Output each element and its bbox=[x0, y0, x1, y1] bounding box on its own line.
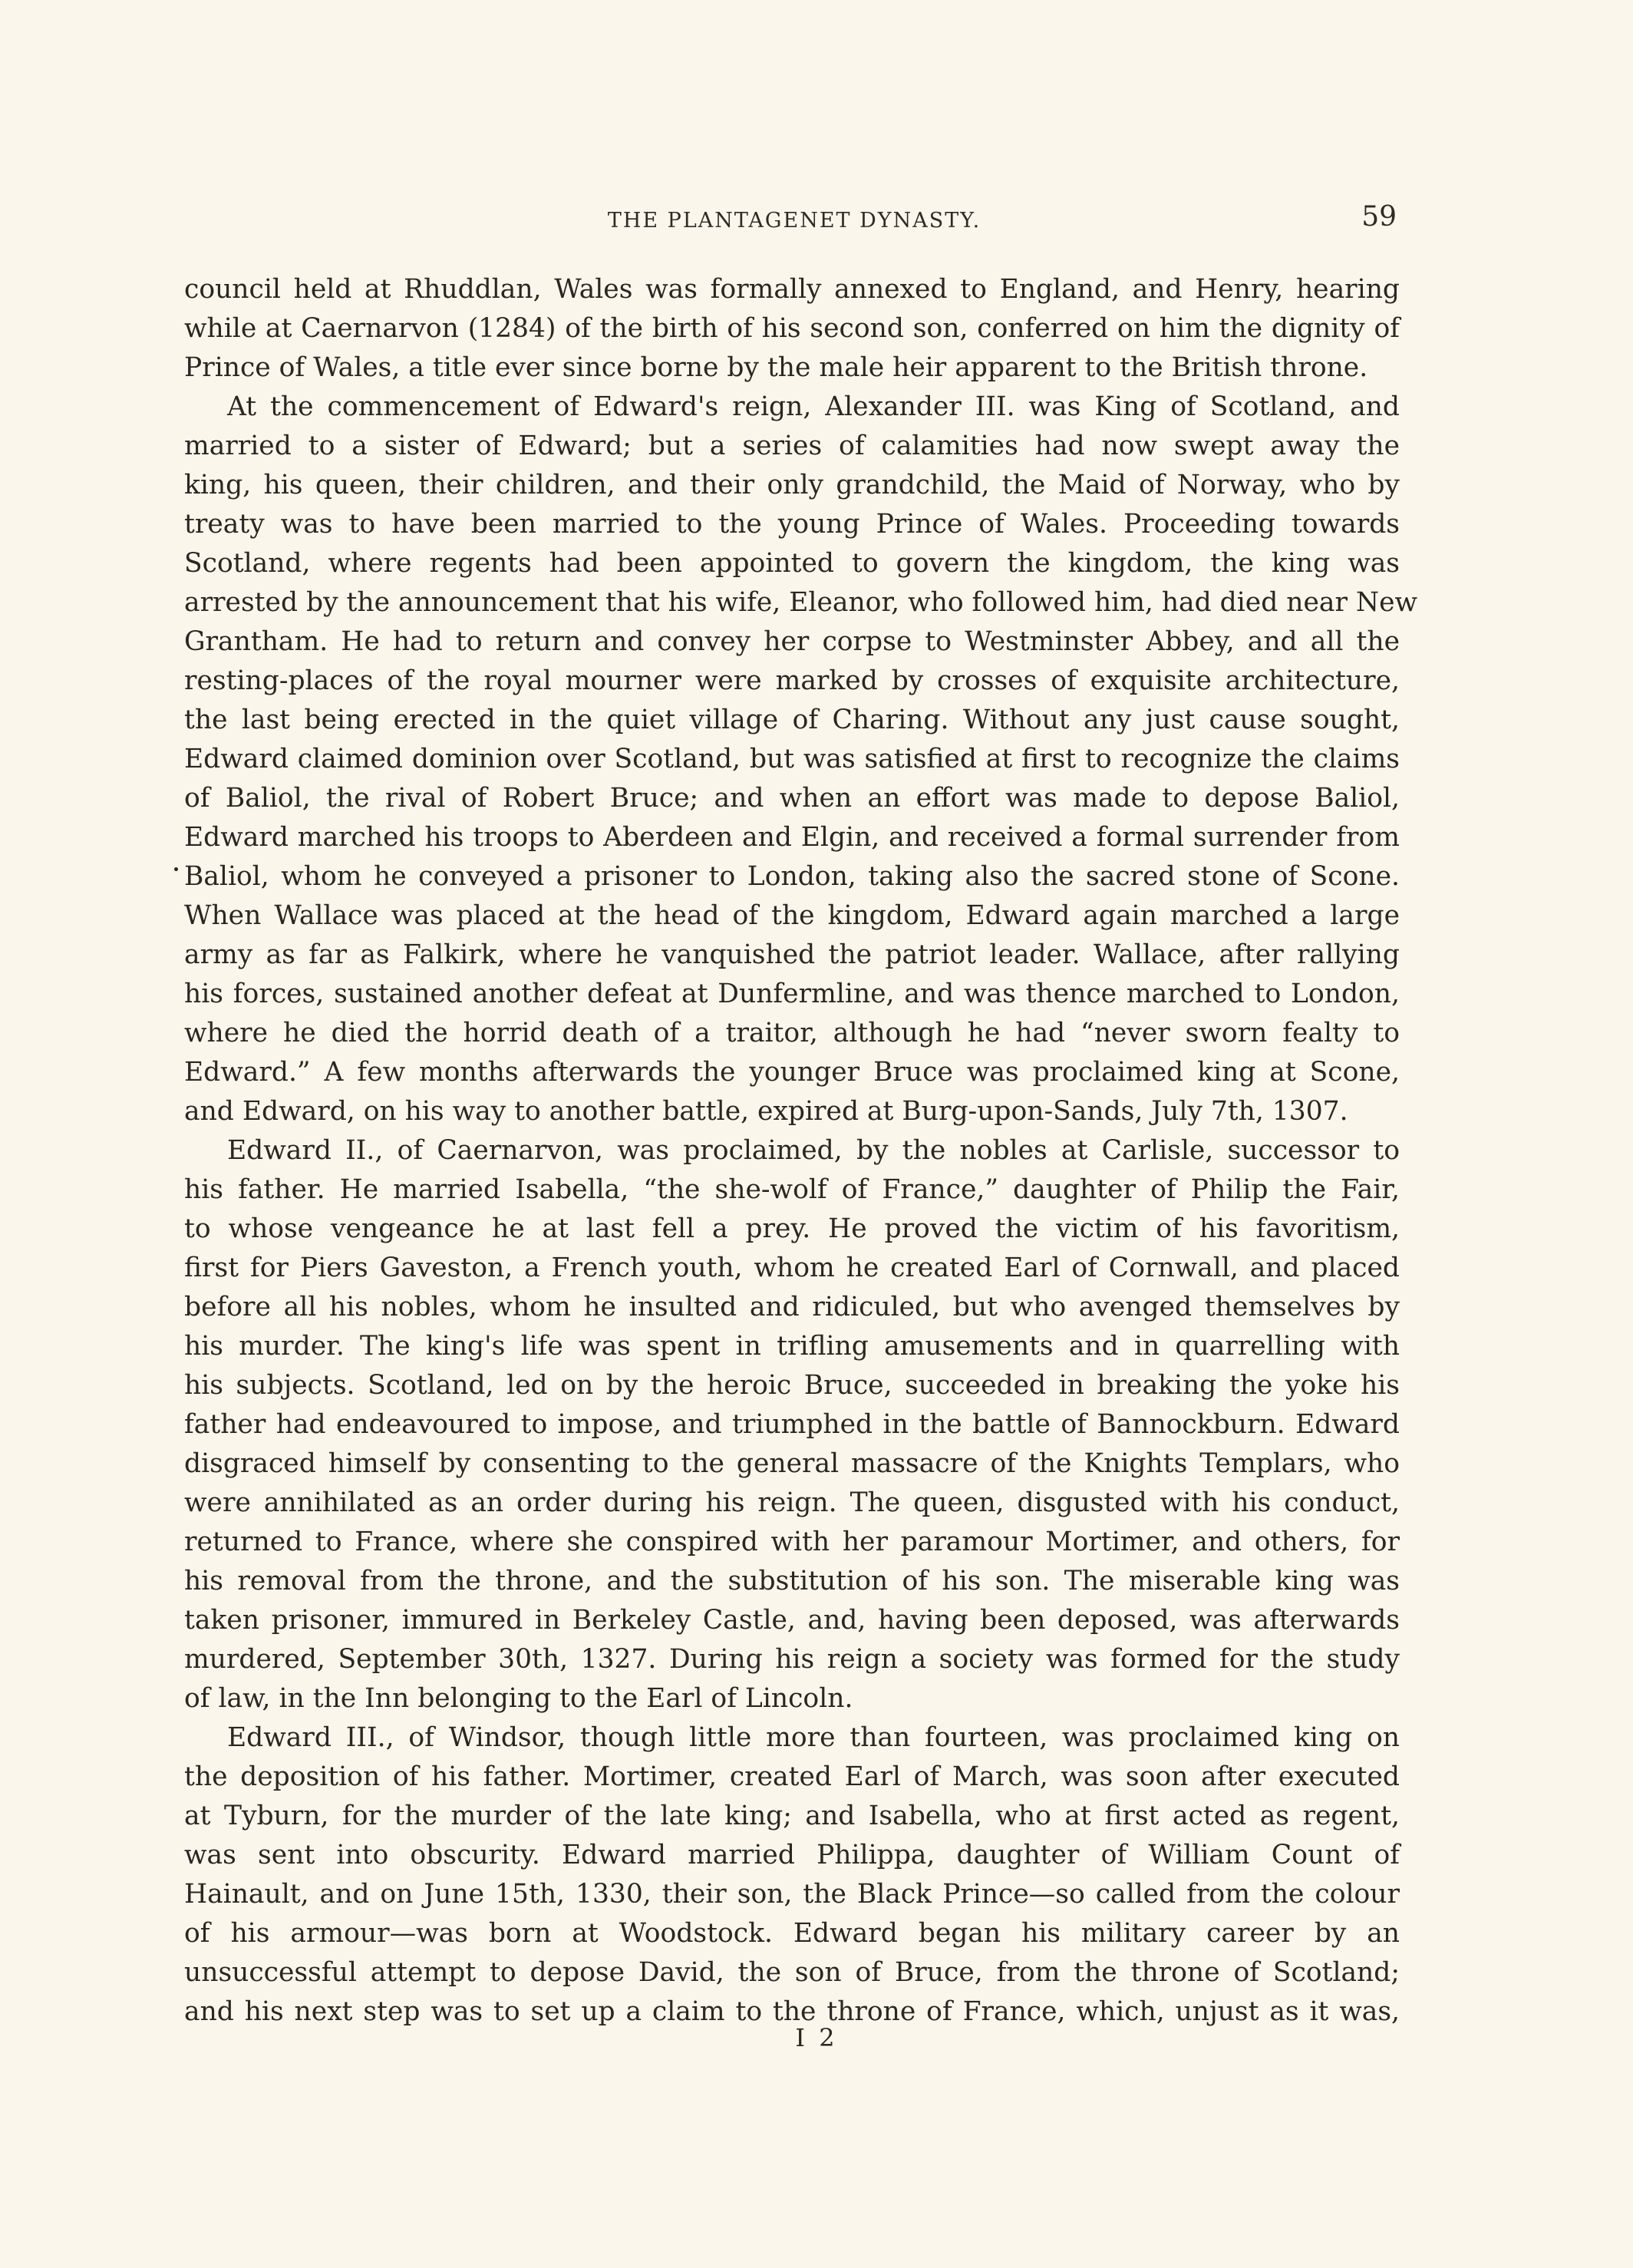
text-line: at Tyburn, for the murder of the late king; and Isabella, who at first acted as regent, bbox=[184, 1801, 1400, 1831]
text-line: treaty was to have been married to the young Prince of Wales. Proceeding towards bbox=[184, 509, 1400, 540]
text-line: before all his nobles, whom he insulted and ridiculed, but who avenged themselves by bbox=[184, 1292, 1400, 1322]
text-line: arrested by the announcement that his wife, Eleanor, who followed him, had died near New bbox=[184, 587, 1418, 618]
text-line: returned to France, where she conspired with her paramour Mortimer, and others, for bbox=[184, 1527, 1400, 1557]
text-line: was sent into obscurity. Edward married Philippa, daughter of William Count of bbox=[184, 1840, 1400, 1870]
body-text bbox=[184, 270, 1418, 2032]
page-number: 59 bbox=[1361, 201, 1397, 233]
text-line: the deposition of his father. Mortimer, created Earl of March, was soon after executed bbox=[184, 1761, 1400, 1792]
text-line: first for Piers Gaveston, a French youth, whom he created Earl of Cornwall, and placed bbox=[184, 1253, 1400, 1283]
text-line: the last being erected in the quiet village of Charing. Without any just cause sought, bbox=[184, 705, 1400, 735]
text-line: Grantham. He had to return and convey her corpse to Westminster Abbey, and all the bbox=[184, 626, 1400, 657]
text-line: his father. He married Isabella, “the she-wolf of France,” daughter of Philip the Fair, bbox=[184, 1174, 1400, 1205]
text-line: resting-places of the royal mourner were marked by crosses of exquisite architecture, bbox=[184, 665, 1400, 696]
text-line: his forces, sustained another defeat at Dunfermline, and was thence marched to London, bbox=[184, 979, 1400, 1009]
text-line: Edward III., of Windsor, though little more than fourteen, was proclaimed king on bbox=[227, 1722, 1400, 1753]
text-line: his subjects. Scotland, led on by the heroic Bruce, succeeded in breaking the yoke his bbox=[184, 1370, 1400, 1401]
text-line: When Wallace was placed at the head of the kingdom, Edward again marched a large bbox=[184, 900, 1400, 931]
text-line: his removal from the throne, and the substitution of his son. The miserable king was bbox=[184, 1566, 1400, 1596]
text-line: and his next step was to set up a claim to the throne of France, which, unjust as it was, bbox=[184, 1996, 1400, 2027]
text-line: of his armour—was born at Woodstock. Edward began his military career by an bbox=[184, 1918, 1400, 1949]
text-line: to whose vengeance he at last fell a prey. He proved the victim of his favoritism, bbox=[184, 1213, 1400, 1244]
text-line: his murder. The king's life was spent in trifling amusements and in quarrelling with bbox=[184, 1331, 1400, 1362]
text-line: Scotland, where regents had been appointed to govern the kingdom, the king was bbox=[184, 548, 1400, 579]
text-line: of law, in the Inn belonging to the Earl of Lincoln. bbox=[184, 1683, 853, 1714]
text-line: and Edward, on his way to another battle, expired at Burg-upon-Sands, July 7th, 1307. bbox=[184, 1096, 1348, 1127]
margin-mark bbox=[174, 867, 178, 871]
text-line: of Baliol, the rival of Robert Bruce; and when an effort was made to depose Baliol, bbox=[184, 783, 1400, 814]
text-line: where he died the horrid death of a traitor, although he had “never sworn fealty to bbox=[184, 1018, 1400, 1048]
text-line: while at Caernarvon (1284) of the birth of his second son, conferred on him the dignity of bbox=[184, 313, 1400, 344]
text-line: Edward marched his troops to Aberdeen and Elgin, and received a formal surrender from bbox=[184, 822, 1400, 853]
text-line: council held at Rhuddlan, Wales was formally annexed to England, and Henry, hearing bbox=[184, 274, 1400, 305]
page-header bbox=[184, 201, 1404, 247]
signature-mark: I 2 bbox=[795, 2023, 838, 2052]
text-line: taken prisoner, immured in Berkeley Castle, and, having been deposed, was afterwards bbox=[184, 1605, 1400, 1636]
text-line: Hainault, and on June 15th, 1330, their son, the Black Prince—so called from the colour bbox=[184, 1879, 1400, 1910]
text-line: were annihilated as an order during his reign. The queen, disgusted with his conduct, bbox=[184, 1487, 1400, 1518]
running-head: THE PLANTAGENET DYNASTY. bbox=[607, 209, 981, 233]
text-line: Prince of Wales, a title ever since borne by the male heir apparent to the British throne. bbox=[184, 352, 1368, 383]
text-line: At the commencement of Edward's reign, Alexander III. was King of Scotland, and bbox=[227, 391, 1400, 422]
text-line: father had endeavoured to impose, and triumphed in the battle of Bannockburn. Edward bbox=[184, 1409, 1400, 1440]
text-line: king, his queen, their children, and their only grandchild, the Maid of Norway, who by bbox=[184, 470, 1400, 500]
text-line: Baliol, whom he conveyed a prisoner to London, taking also the sacred stone of Scone. bbox=[184, 861, 1400, 892]
text-line: murdered, September 30th, 1327. During his reign a society was formed for the study bbox=[184, 1644, 1400, 1675]
text-line: army as far as Falkirk, where he vanquished the patriot leader. Wallace, after rallying bbox=[184, 939, 1400, 970]
text-line: unsuccessful attempt to depose David, the son of Bruce, from the throne of Scotland; bbox=[184, 1957, 1400, 1988]
text-line: Edward II., of Caernarvon, was proclaimed, by the nobles at Carlisle, successor to bbox=[227, 1135, 1400, 1166]
text-line: Edward claimed dominion over Scotland, but was satisfied at first to recognize the claims bbox=[184, 744, 1400, 774]
text-line: married to a sister of Edward; but a series of calamities had now swept away the bbox=[184, 431, 1400, 461]
text-line: Edward.” A few months afterwards the younger Bruce was proclaimed king at Scone, bbox=[184, 1057, 1400, 1088]
text-line: disgraced himself by consenting to the general massacre of the Knights Templars, who bbox=[184, 1448, 1400, 1479]
